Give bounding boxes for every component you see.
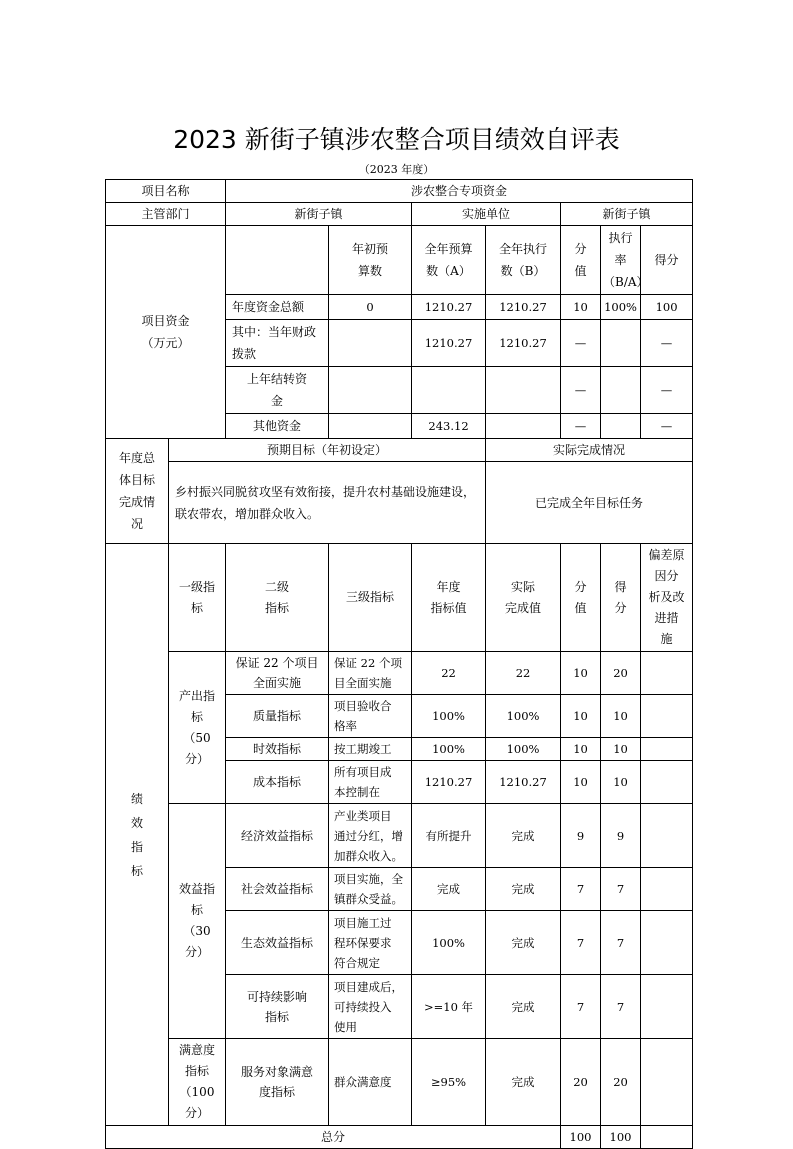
score-value: 10 bbox=[561, 652, 601, 695]
total-score: 100 bbox=[601, 1126, 641, 1149]
score-value: 7 bbox=[561, 975, 601, 1039]
actual-value: 1210.27 bbox=[486, 761, 561, 804]
funds-executed bbox=[486, 367, 561, 414]
department-row bbox=[106, 203, 693, 226]
actual-value: 完成 bbox=[486, 975, 561, 1039]
level3-indicator: 项目实施，全 镇群众受益。 bbox=[329, 868, 412, 911]
actual-value: 完成 bbox=[486, 911, 561, 975]
performance-row bbox=[106, 1039, 693, 1126]
funds-header: 年初预 算数 bbox=[329, 226, 412, 295]
score-value: 10 bbox=[561, 695, 601, 738]
level3-indicator: 所有项目成 本控制在 bbox=[329, 761, 412, 804]
level2-indicator: 可持续影响 指标 bbox=[226, 975, 329, 1039]
funds-header-blank bbox=[226, 226, 329, 295]
funds-budget: 1210.27 bbox=[412, 295, 486, 320]
funds-budget: 1210.27 bbox=[412, 320, 486, 367]
funds-rate bbox=[601, 367, 641, 414]
deviation-note bbox=[641, 1039, 693, 1126]
performance-header: 二级 指标 bbox=[226, 544, 329, 652]
funds-executed: 1210.27 bbox=[486, 295, 561, 320]
level3-indicator: 项目验收合 格率 bbox=[329, 695, 412, 738]
funds-score: — bbox=[641, 367, 693, 414]
funds-row-name: 年度资金总额 bbox=[226, 295, 329, 320]
level3-indicator: 保证 22 个项 目全面实施 bbox=[329, 652, 412, 695]
goals-expected-header: 预期目标（年初设定） bbox=[169, 439, 486, 462]
score: 10 bbox=[601, 738, 641, 761]
funds-row-name: 其中：当年财政拨款 bbox=[226, 320, 329, 367]
total-row bbox=[106, 1126, 693, 1149]
performance-group-name: 产出指 标 （50 分） bbox=[169, 652, 226, 804]
score: 20 bbox=[601, 652, 641, 695]
funds-header: 全年执行 数（B） bbox=[486, 226, 561, 295]
target-value: ≥95% bbox=[412, 1039, 486, 1126]
target-value: 100% bbox=[412, 695, 486, 738]
level2-indicator: 质量指标 bbox=[226, 695, 329, 738]
funds-score-value: — bbox=[561, 367, 601, 414]
performance-header: 三级指标 bbox=[329, 544, 412, 652]
funds-executed: 1210.27 bbox=[486, 320, 561, 367]
performance-label: 绩 效 指 标 bbox=[106, 544, 169, 1126]
actual-value: 100% bbox=[486, 695, 561, 738]
performance-header: 分 值 bbox=[561, 544, 601, 652]
funds-initial bbox=[329, 367, 412, 414]
funds-initial: 0 bbox=[329, 295, 412, 320]
target-value: 100% bbox=[412, 911, 486, 975]
performance-header: 一级指 标 bbox=[169, 544, 226, 652]
deviation-note bbox=[641, 868, 693, 911]
total-note bbox=[641, 1126, 693, 1149]
level2-indicator: 生态效益指标 bbox=[226, 911, 329, 975]
funds-header: 全年预算 数（A） bbox=[412, 226, 486, 295]
target-value: >=10 年 bbox=[412, 975, 486, 1039]
target-value: 完成 bbox=[412, 868, 486, 911]
level3-indicator: 项目施工过 程环保要求 符合规定 bbox=[329, 911, 412, 975]
actual-value: 22 bbox=[486, 652, 561, 695]
actual-value: 完成 bbox=[486, 868, 561, 911]
score: 10 bbox=[601, 695, 641, 738]
performance-header: 实际 完成值 bbox=[486, 544, 561, 652]
funds-rate bbox=[601, 320, 641, 367]
performance-row bbox=[106, 804, 693, 868]
funds-score: — bbox=[641, 414, 693, 439]
performance-group-name: 效益指 标 （30 分） bbox=[169, 804, 226, 1039]
project-name-label: 项目名称 bbox=[106, 180, 226, 203]
score-value: 20 bbox=[561, 1039, 601, 1126]
funds-rate: 100% bbox=[601, 295, 641, 320]
performance-header: 得 分 bbox=[601, 544, 641, 652]
score: 9 bbox=[601, 804, 641, 868]
performance-header: 年度 指标值 bbox=[412, 544, 486, 652]
funds-score: 100 bbox=[641, 295, 693, 320]
level2-indicator: 成本指标 bbox=[226, 761, 329, 804]
goals-label: 年度总 体目标 完成情 况 bbox=[106, 439, 169, 544]
score-value: 9 bbox=[561, 804, 601, 868]
level3-indicator: 项目建成后， 可持续投入 使用 bbox=[329, 975, 412, 1039]
deviation-note bbox=[641, 975, 693, 1039]
project-name-value: 涉农整合专项资金 bbox=[226, 180, 693, 203]
performance-row bbox=[106, 652, 693, 695]
deviation-note bbox=[641, 761, 693, 804]
funds-label: 项目资金 （万元） bbox=[106, 226, 226, 439]
funds-row-name: 其他资金 bbox=[226, 414, 329, 439]
score-value: 10 bbox=[561, 738, 601, 761]
total-score-value: 100 bbox=[561, 1126, 601, 1149]
goals-expected-text: 乡村振兴同脱贫攻坚有效衔接，提升农村基础设施建设，联农带农，增加群众收入。 bbox=[169, 462, 486, 544]
score: 7 bbox=[601, 868, 641, 911]
actual-value: 100% bbox=[486, 738, 561, 761]
score: 7 bbox=[601, 911, 641, 975]
funds-initial bbox=[329, 320, 412, 367]
deviation-note bbox=[641, 804, 693, 868]
funds-budget bbox=[412, 367, 486, 414]
funds-score-value: — bbox=[561, 320, 601, 367]
funds-initial bbox=[329, 414, 412, 439]
total-label: 总分 bbox=[106, 1126, 561, 1149]
funds-rate bbox=[601, 414, 641, 439]
level2-indicator: 社会效益指标 bbox=[226, 868, 329, 911]
funds-executed bbox=[486, 414, 561, 439]
level2-indicator: 保证 22 个项目 全面实施 bbox=[226, 652, 329, 695]
target-value: 有所提升 bbox=[412, 804, 486, 868]
actual-value: 完成 bbox=[486, 1039, 561, 1126]
score-value: 10 bbox=[561, 761, 601, 804]
funds-header: 执行率 （B/A） bbox=[601, 226, 641, 295]
dept-value: 新街子镇 bbox=[226, 203, 412, 226]
level2-indicator: 服务对象满意 度指标 bbox=[226, 1039, 329, 1126]
score: 10 bbox=[601, 761, 641, 804]
project-name-row bbox=[106, 180, 693, 203]
level3-indicator: 按工期竣工 bbox=[329, 738, 412, 761]
self-evaluation-table bbox=[105, 179, 693, 1149]
page-subtitle: （2023 年度） bbox=[358, 163, 435, 176]
performance-header: 偏差原因分 析及改进措 施 bbox=[641, 544, 693, 652]
goals-header-row bbox=[106, 439, 693, 462]
dept-label: 主管部门 bbox=[106, 203, 226, 226]
score: 7 bbox=[601, 975, 641, 1039]
level2-indicator: 经济效益指标 bbox=[226, 804, 329, 868]
impl-value: 新街子镇 bbox=[561, 203, 693, 226]
funds-row-name: 上年结转资 金 bbox=[226, 367, 329, 414]
level3-indicator: 产业类项目 通过分红，增 加群众收入。 bbox=[329, 804, 412, 868]
score-value: 7 bbox=[561, 911, 601, 975]
actual-value: 完成 bbox=[486, 804, 561, 868]
page-title: 2023 新街子镇涉农整合项目绩效自评表 bbox=[173, 125, 620, 154]
funds-score-value: 10 bbox=[561, 295, 601, 320]
score: 20 bbox=[601, 1039, 641, 1126]
goals-actual-text: 已完成全年目标任务 bbox=[486, 462, 693, 544]
target-value: 22 bbox=[412, 652, 486, 695]
funds-header: 分 值 bbox=[561, 226, 601, 295]
impl-label: 实施单位 bbox=[412, 203, 561, 226]
funds-header-row bbox=[106, 226, 693, 295]
deviation-note bbox=[641, 911, 693, 975]
target-value: 1210.27 bbox=[412, 761, 486, 804]
target-value: 100% bbox=[412, 738, 486, 761]
score-value: 7 bbox=[561, 868, 601, 911]
performance-group-name: 满意度 指标 （100 分） bbox=[169, 1039, 226, 1126]
funds-header: 得分 bbox=[641, 226, 693, 295]
performance-header-row bbox=[106, 544, 693, 652]
goals-content-row bbox=[106, 462, 693, 544]
level3-indicator: 群众满意度 bbox=[329, 1039, 412, 1126]
deviation-note bbox=[641, 652, 693, 695]
funds-score-value: — bbox=[561, 414, 601, 439]
deviation-note bbox=[641, 738, 693, 761]
funds-budget: 243.12 bbox=[412, 414, 486, 439]
funds-score: — bbox=[641, 320, 693, 367]
level2-indicator: 时效指标 bbox=[226, 738, 329, 761]
deviation-note bbox=[641, 695, 693, 738]
goals-actual-header: 实际完成情况 bbox=[486, 439, 693, 462]
